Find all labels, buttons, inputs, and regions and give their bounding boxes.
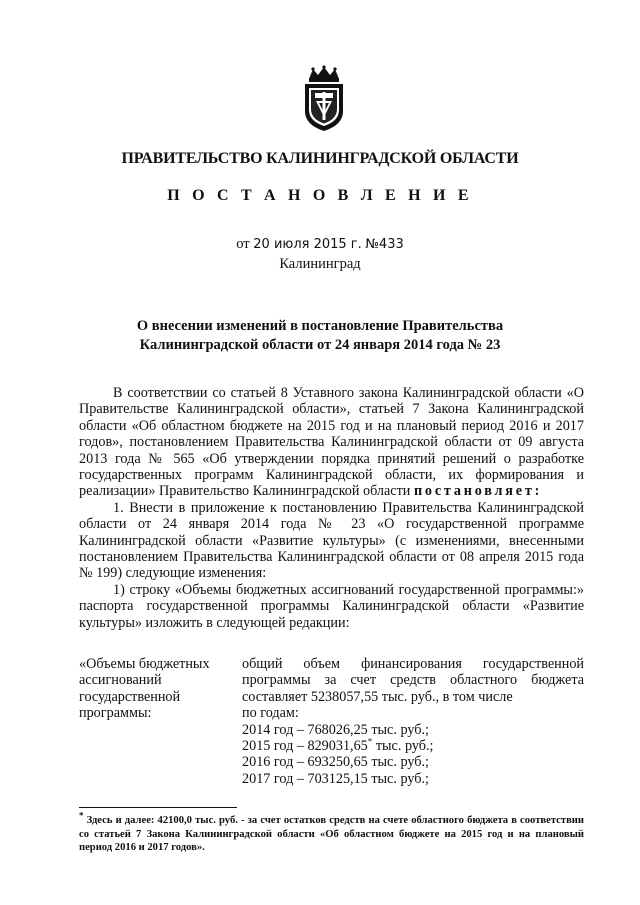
subject-line-1: О внесении изменений в постановление Правительства <box>136 318 504 334</box>
budget-table-value-cell <box>242 656 584 787</box>
footnote-star: * <box>79 810 84 821</box>
decree-date: 20 июля 2015 г. <box>253 237 362 252</box>
label-line: государственной <box>79 688 181 705</box>
year-2017-row: 2017 год – 703125,15 тыс. руб.; <box>242 770 429 787</box>
decree-title: П О С Т А Н О В Л Е Н И Е <box>167 187 473 204</box>
subject-line-2: Калининградской области от 24 января 2014 года № 23 <box>139 337 501 353</box>
kaliningrad-coat-of-arms-icon <box>299 65 349 133</box>
decree-body <box>79 385 584 631</box>
footnote-mark[interactable]: * <box>367 736 373 747</box>
decree-number: №433 <box>365 237 404 252</box>
year-2015-amount: 2015 год – 829031,65 <box>242 738 368 755</box>
label-line: ассигнований <box>79 672 162 689</box>
decree-date-line <box>0 236 640 253</box>
footnote-divider <box>79 807 237 808</box>
footnote-paragraph <box>79 810 584 855</box>
by-years-label: по годам: <box>242 705 299 722</box>
label-line: «Объемы бюджетных <box>79 656 210 672</box>
year-2014-row: 2014 год – 768026,25 тыс. руб.; <box>242 721 429 738</box>
decree-city: Калининград <box>279 256 361 272</box>
government-title: ПРАВИТЕЛЬСТВО КАЛИНИНГРАДСКОЙ ОБЛАСТИ <box>121 150 519 167</box>
date-prefix: от <box>236 236 250 252</box>
year-2015-unit: тыс. руб.; <box>372 738 434 755</box>
decree-subject <box>0 317 640 355</box>
budget-table-label-cell <box>79 656 234 722</box>
label-line: программы: <box>79 705 152 722</box>
year-2016-row: 2016 год – 693250,65 тыс. руб.; <box>242 754 429 771</box>
preamble-paragraph <box>79 385 584 500</box>
budget-total-text: общий объем финансирования государственной программы за счет средств областного бюджета составляет 5238057,55 тыс. руб., в том числе <box>242 656 584 705</box>
item-1-1-paragraph: 1) строку «Объемы бюджетных ассигнований государственной программы:» паспорта государственной программы Калининградской области «Развитие культуры» изложить в следующей редакции: <box>79 581 584 631</box>
year-2015-row <box>242 738 584 754</box>
footnote <box>79 810 584 855</box>
preamble-text: В соответствии со статьей 8 Уставного закона Калининградской области «О Правительстве Калининградской области», статьей 7 Закона Калининградской области «Об областном бюджете на 2015 год и на плановый период 2016 и 2017 годов», постановлением Правительства Калининградской области от 09 августа 2013 года № 565 «Об утверждении порядка принятий решений о разработке государственных программ Калининградской области, их формирования и реализации» Правительство Калининградской области <box>79 385 584 500</box>
resolves-word: постановляет: <box>413 483 543 500</box>
footnote-text: Здесь и далее: 42100,0 тыс. руб. - за счет остатков средств на счете областного бюджета в соответствии со статьей 7 Закона Калининградской области «Об областном бюджете на 2015 год и на плановый период 2016 и 2017 годов». <box>79 815 584 853</box>
item-1-paragraph: 1. Внести в приложение к постановлению Правительства Калининградской области от 24 января 2014 года № 23 «О государственной программе Калининградской области «Развитие культуры» (с изменениями, внесенными постановлением Правительства Калининградской области от 08 апреля 2015 года № 199) следующие изменения: <box>79 499 584 582</box>
